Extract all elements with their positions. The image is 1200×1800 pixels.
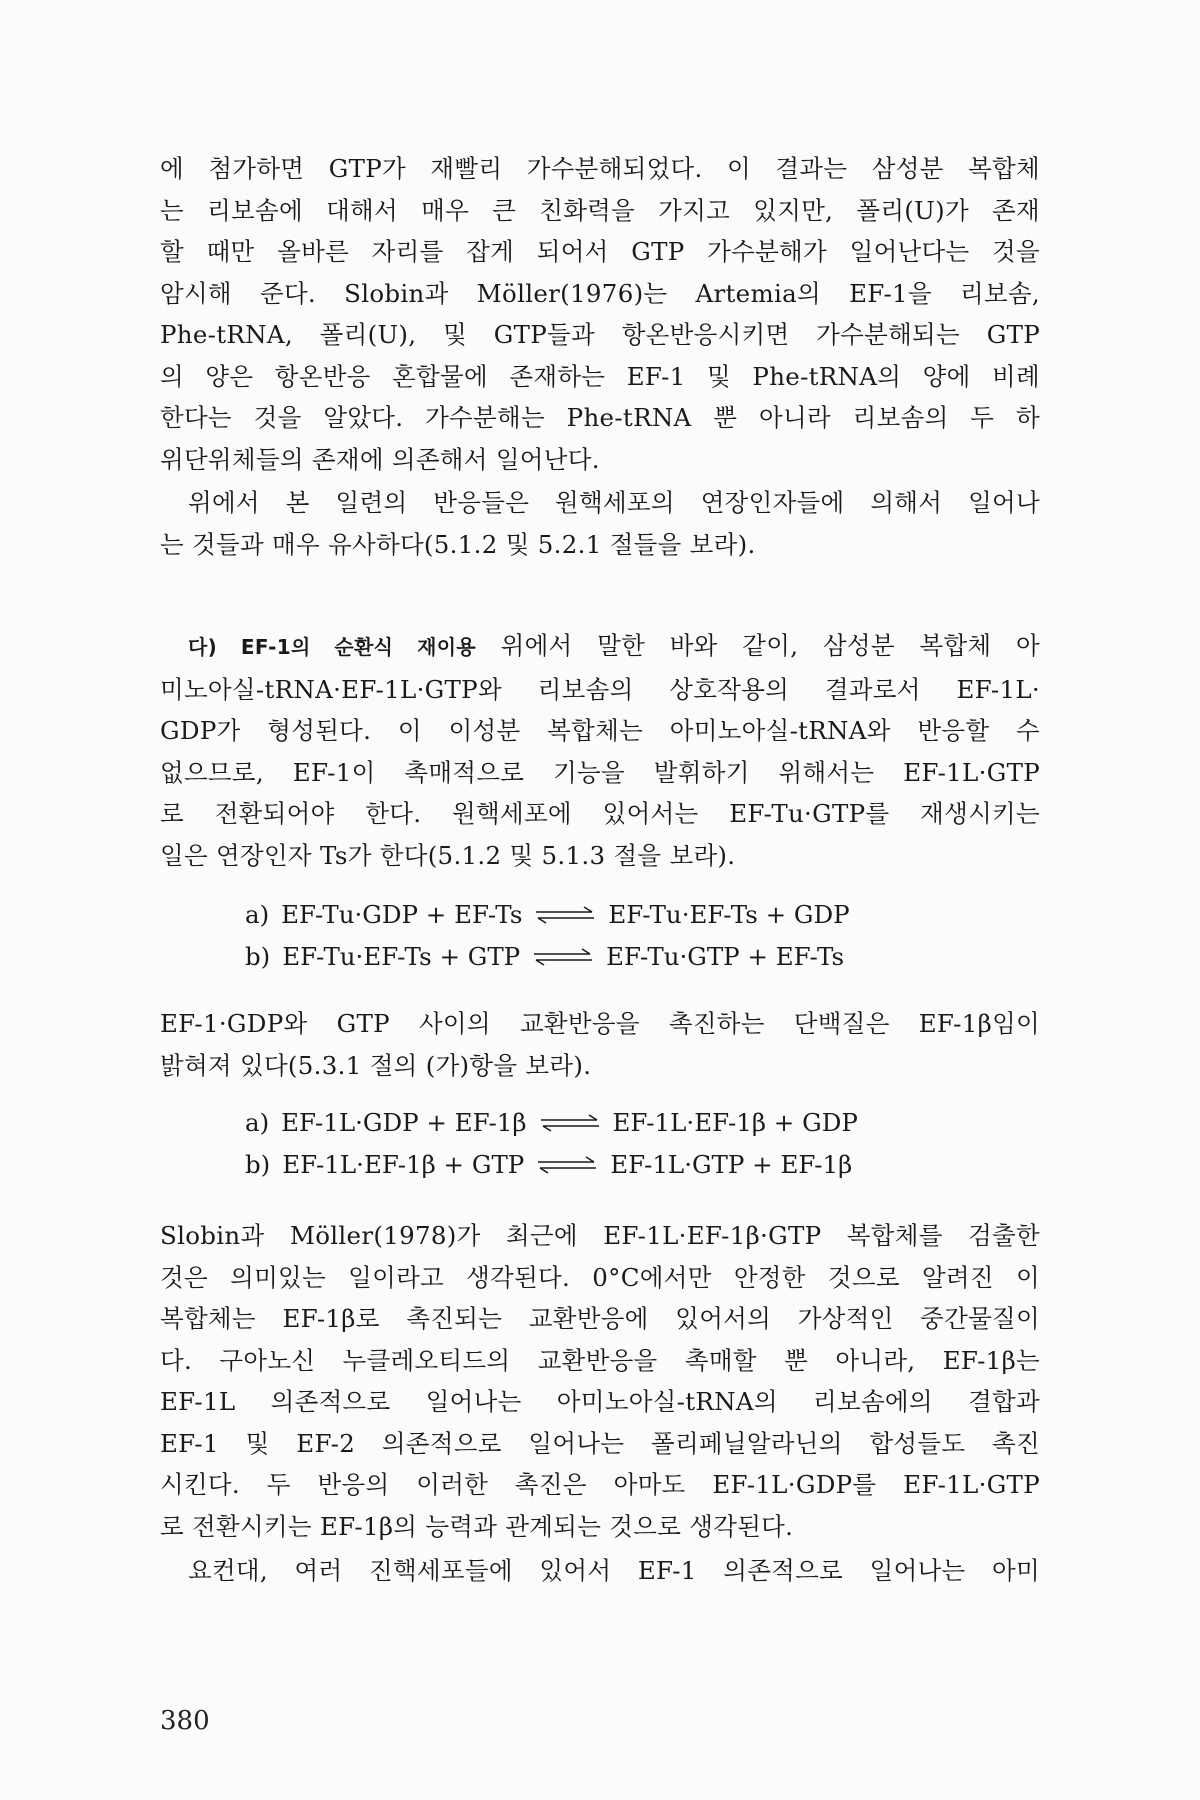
equation-label: a) [245, 900, 270, 929]
text-line: 시킨다. 두 반응의 이러한 촉진은 아마도 EF-1L·GDP를 EF-1L·GTP [160, 1470, 1040, 1499]
text-line [160, 625, 1040, 669]
text-line: Phe-tRNA, 폴리(U), 및 GTP들과 항온반응시키면 가수분해되는 GTP [160, 320, 1040, 349]
equilibrium-arrow-icon [536, 1155, 598, 1175]
equation-left: EF-Tu·EF-Ts + GTP [282, 942, 521, 971]
equation [245, 936, 1005, 978]
text-line: 위에서 본 일련의 반응들은 원핵세포의 연장인자들에 의해서 일어나 [188, 488, 1040, 517]
equation-block-2 [245, 1102, 1005, 1186]
text-line: GDP가 형성된다. 이 이성분 복합체는 아미노아실-tRNA와 반응할 수 [160, 716, 1040, 745]
text-line: EF-1 및 EF-2 의존적으로 일어나는 폴리페닐알라닌의 합성들도 촉진 [160, 1428, 1040, 1458]
text-line: 는 리보솜에 대해서 매우 큰 친화력을 가지고 있지만, 폴리(U)가 존재 [160, 195, 1040, 225]
text-line: 없으므로, EF-1이 촉매적으로 기능을 발휘하기 위해서는 EF-1L·GTP [160, 757, 1040, 787]
equation-right: EF-Tu·EF-Ts + GDP [608, 900, 850, 929]
text-line: 미노아실-tRNA·EF-1L·GTP와 리보솜의 상호작용의 결과로서 EF-1L· [160, 674, 1040, 704]
equation-right: EF-Tu·GTP + EF-Ts [606, 942, 845, 971]
equation-left: EF-1L·GDP + EF-1β [281, 1108, 527, 1137]
text-line: 것은 의미있는 일이라고 생각된다. 0°C에서만 안정한 것으로 알려진 이 [160, 1262, 1040, 1292]
text-line: 한다는 것을 알았다. 가수분해는 Phe-tRNA 뿐 아니라 리보솜의 두 하 [160, 403, 1040, 432]
section-heading: 다) EF-1의 순환식 재이용 [188, 635, 476, 659]
paragraph-5 [160, 1550, 1040, 1592]
text-line: Slobin과 Möller(1978)가 최근에 EF-1L·EF-1β·GTP 복합체를 검출한 [160, 1221, 1040, 1250]
text-line: 는 것들과 매우 유사하다(5.1.2 및 5.2.1 절들을 보라). [160, 529, 756, 559]
paragraph-3 [160, 1003, 1040, 1086]
text-line: 밝혀져 있다(5.3.1 절의 (가)항을 보라). [160, 1050, 592, 1080]
equation-right: EF-1L·GTP + EF-1β [610, 1150, 853, 1179]
text-line: 일은 연장인자 Ts가 한다(5.1.2 및 5.1.3 절을 보라). [160, 840, 736, 870]
text-line: 에 첨가하면 GTP가 재빨리 가수분해되었다. 이 결과는 삼성분 복합체 [160, 154, 1040, 183]
equation-label: b) [245, 1150, 271, 1179]
text-line: 로 전환되어야 한다. 원핵세포에 있어서는 EF-Tu·GTP를 재생시키는 [160, 799, 1040, 828]
text-line: EF-1L 의존적으로 일어나는 아미노아실-tRNA의 리보솜에의 결합과 [160, 1387, 1040, 1416]
equation [245, 894, 1005, 936]
text-line: EF-1·GDP와 GTP 사이의 교환반응을 촉진하는 단백질은 EF-1β임이 [160, 1009, 1040, 1038]
text-line: 할 때만 올바른 자리를 잡게 되어서 GTP 가수분해가 일어난다는 것을 [160, 237, 1040, 266]
equilibrium-arrow-icon [539, 1113, 601, 1133]
page-number: 380 [160, 1706, 210, 1736]
text-line: 위단위체들의 존재에 의존해서 일어난다. [160, 444, 600, 474]
section-ef1-recycling [160, 625, 1040, 876]
equation-left: EF-1L·EF-1β + GTP [282, 1150, 525, 1179]
paragraph-4 [160, 1215, 1040, 1547]
text-line: 의 양은 항온반응 혼합물에 존재하는 EF-1 및 Phe-tRNA의 양에 비례 [160, 361, 1040, 391]
equation [245, 1144, 1005, 1186]
equation-left: EF-Tu·GDP + EF-Ts [281, 900, 523, 929]
equilibrium-arrow-icon [534, 905, 596, 925]
equation-block-1 [245, 894, 1005, 978]
equation-right: EF-1L·EF-1β + GDP [612, 1108, 858, 1137]
section-heading-continuation: 위에서 말한 바와 같이, 삼성분 복합체 아 [500, 631, 1040, 660]
equation [245, 1102, 1005, 1144]
equation-label: a) [245, 1108, 270, 1137]
equilibrium-arrow-icon [532, 947, 594, 967]
text-line: 다. 구아노신 누클레오티드의 교환반응을 촉매할 뿐 아니라, EF-1β는 [160, 1345, 1040, 1375]
text-line: 요컨대, 여러 진핵세포들에 있어서 EF-1 의존적으로 일어나는 아미 [188, 1556, 1040, 1585]
text-line: 복합체는 EF-1β로 촉진되는 교환반응에 있어서의 가상적인 중간물질이 [160, 1304, 1040, 1333]
text-line: 로 전환시키는 EF-1β의 능력과 관계되는 것으로 생각된다. [160, 1511, 794, 1541]
paragraph-1 [160, 148, 1040, 480]
paragraph-2 [160, 482, 1040, 565]
text-line: 암시해 준다. Slobin과 Möller(1976)는 Artemia의 EF-1을 리보솜, [160, 278, 1040, 308]
equation-label: b) [245, 942, 271, 971]
